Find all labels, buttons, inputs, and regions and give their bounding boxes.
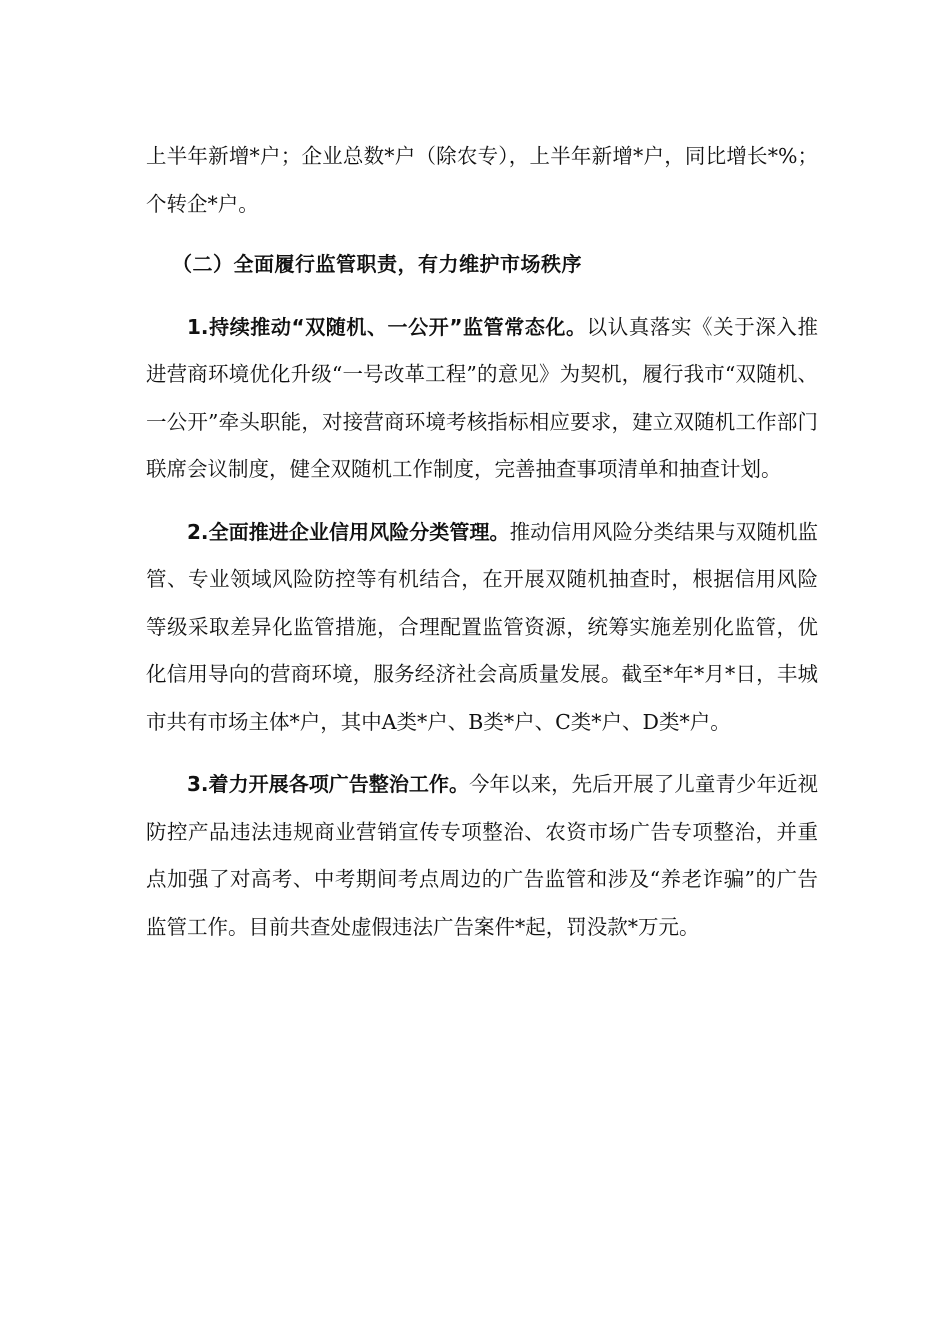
paragraph-text: 今年以来，先后开展了儿童青少年近视防控产品违法违规商业营销宣传专项整治、农资市场广告专项整治，并重点加强了对高考、中考期间考点周边的广告监管和涉及“养老诈骗”的广告监管工作。目前共查处虚假违法广告案件*起，罚没款*万元。 <box>146 772 819 939</box>
paragraph-text: 上半年新增*户；企业总数*户（除农专），上半年新增*户，同比增长*%；个转企*户。 <box>146 144 818 216</box>
paragraph-lead: 3.着力开展各项广告整治工作。 <box>187 772 469 796</box>
paragraph-double-random <box>146 304 818 494</box>
paragraph-lead: 2.全面推进企业信用风险分类管理。 <box>187 519 510 544</box>
paragraph-text: 推动信用风险分类结果与双随机监管、专业领域风险防控等有机结合，在开展双随机抽查时，根据信用风险等级采取差异化监管措施，合理配置监管资源，统筹实施差别化监管，优化信用导向的营商环境，服务经济社会高质量发展。截至*年*月*日，丰城市共有市场主体*户，其中A类*户、B类*户、C类*户、D类*户。 <box>146 519 819 734</box>
paragraph-credit-risk <box>146 509 818 747</box>
paragraph-lead: 1.持续推动“双随机、一公开”监管常态化。 <box>187 314 587 339</box>
section-heading-text: （二）全面履行监管职责，有力维护市场秩序 <box>172 252 582 276</box>
paragraph-advertising-rectification <box>146 761 818 951</box>
paragraph-text: 以认真落实《关于深入推进营商环境优化升级“一号改革工程”的意见》为契机，履行我市“双随机、一公开”牵头职能，对接营商环境考核指标相应要求，建立双随机工作部门联席会议制度，健全双随机工作制度，完善抽查事项清单和抽查计划。 <box>146 314 819 481</box>
section-heading <box>146 241 818 289</box>
paragraph-market-entity-growth <box>146 133 818 228</box>
document-body <box>146 133 818 951</box>
